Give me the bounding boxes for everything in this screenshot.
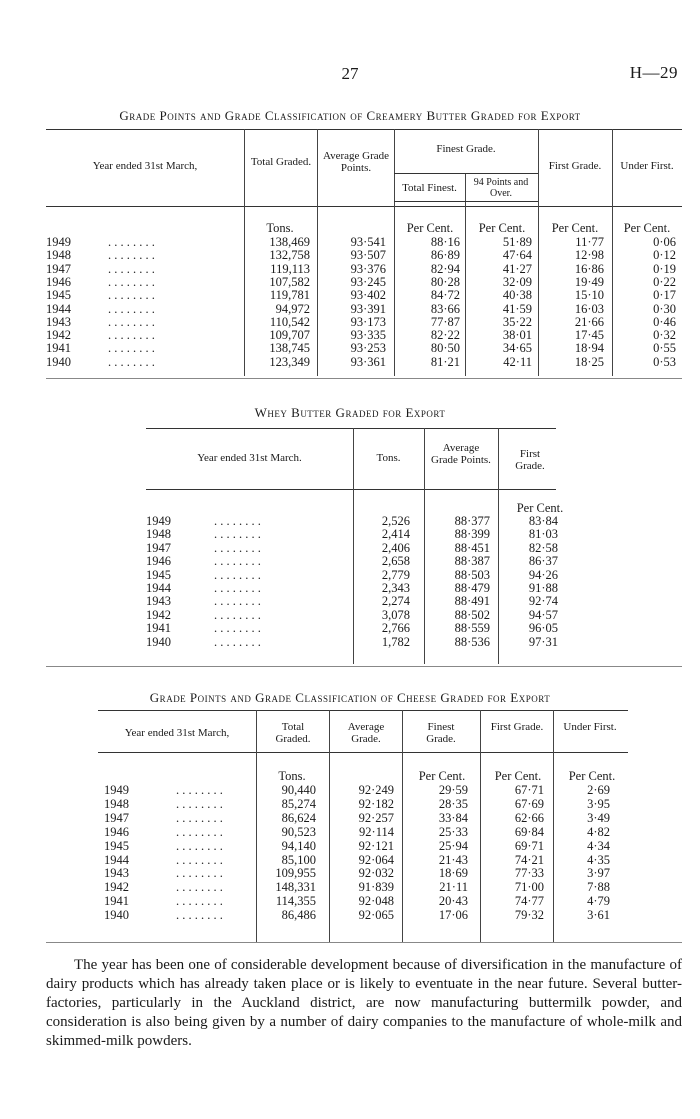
cell-under-first: 3·49: [587, 810, 610, 825]
cell-finest-grade: 33·84: [438, 810, 468, 825]
cell-average-grade: 92·249: [358, 783, 394, 797]
cell-94-points: 42·11: [503, 354, 532, 369]
cell-year: 1946: [46, 274, 71, 289]
cell-year: 1949: [146, 514, 171, 528]
cell-94-points: 38·01: [502, 328, 532, 343]
cell-average-grade-points: 93·361: [350, 354, 386, 369]
page-reference: H—29: [629, 63, 678, 82]
cell-first-grade: 15·10: [574, 288, 604, 303]
table-row: [0, 355, 700, 369]
leader-dots: . . . . . . . .: [214, 527, 261, 542]
table-row: [0, 341, 700, 355]
cell-total-graded: 119,781: [269, 288, 310, 303]
cell-year: 1948: [146, 527, 171, 542]
col-header-under-first: Under First.: [620, 160, 674, 172]
creamery-table-title: Grade Points and Grade Classification of Creamery Butter Graded for Export: [119, 108, 581, 123]
cell-first-grade: 74·21: [514, 852, 544, 867]
whey-table-title: Whey Butter Graded for Export: [254, 405, 446, 420]
leader-dots: . . . . . . . .: [108, 341, 155, 356]
table-row: [0, 853, 700, 867]
table-row: [0, 621, 700, 635]
cell-finest-grade: 21·11: [439, 880, 468, 895]
cell-year: 1948: [46, 248, 71, 263]
cell-under-first: 0·17: [653, 288, 676, 303]
units-row: Tons. Per Cent. Per Cent. Per Cent.: [278, 769, 616, 783]
cell-first-grade: 92·74: [528, 594, 558, 609]
cell-year: 1941: [46, 341, 71, 356]
page-number: 27: [341, 64, 359, 83]
col-header-average-grade-points: Average Grade Points.: [322, 150, 390, 174]
cell-year: 1944: [146, 581, 171, 595]
leader-dots: . . . . . . . .: [108, 314, 155, 329]
leader-dots: . . . . . . . .: [214, 567, 261, 582]
cell-total-graded: 132,758: [269, 248, 310, 263]
table-row: [0, 825, 700, 839]
table-row: [0, 594, 700, 608]
cell-total-finest: 80·50: [430, 341, 460, 356]
cell-under-first: 0·19: [653, 261, 676, 276]
leader-dots: . . . . . . . .: [176, 852, 223, 867]
cell-total-graded: 138,745: [269, 341, 310, 356]
cell-tons: 2,766: [381, 621, 410, 636]
cell-total-finest: 81·21: [430, 354, 460, 369]
cell-average-grade-points: 88·536: [454, 634, 490, 649]
cell-total-graded: 109,707: [269, 328, 310, 343]
cell-under-first: 0·30: [653, 301, 676, 316]
cell-first-grade: 81·03: [528, 527, 558, 542]
leader-dots: . . . . . . . .: [108, 354, 155, 369]
cell-under-first: 4·82: [587, 824, 610, 839]
cell-average-grade: 92·032: [358, 866, 394, 881]
table-row: [0, 635, 700, 649]
leader-dots: . . . . . . . .: [176, 810, 223, 825]
cell-total-graded: 119,113: [270, 261, 310, 276]
cell-first-grade: 94·57: [528, 607, 558, 622]
cell-first-grade: 19·49: [574, 274, 604, 289]
leader-dots: . . . . . . . .: [214, 540, 261, 555]
cell-first-grade: 94·26: [528, 567, 558, 582]
table-row: [0, 880, 700, 894]
leader-dots: . . . . . . . .: [176, 796, 223, 811]
table-row: [0, 811, 700, 825]
table-row: [0, 235, 700, 249]
cell-total-graded: 148,331: [275, 880, 316, 895]
col-header-total-finest: Total Finest.: [402, 182, 457, 194]
cell-average-grade-points: 93·541: [350, 235, 386, 249]
cell-first-grade: 69·71: [514, 838, 544, 853]
cell-year: 1947: [104, 810, 129, 825]
cell-tons: 1,782: [381, 634, 410, 649]
cell-finest-grade: 21·43: [438, 852, 468, 867]
leader-dots: . . . . . . . .: [214, 607, 261, 622]
cell-under-first: 0·53: [653, 354, 676, 369]
table-row: [0, 275, 700, 289]
cell-year: 1941: [146, 621, 171, 636]
cell-total-graded: 90,440: [281, 783, 316, 797]
cell-tons: 2,658: [381, 554, 410, 569]
cell-total-graded: 85,100: [281, 852, 316, 867]
cell-tons: 2,526: [381, 514, 410, 528]
cell-94-points: 40·38: [502, 288, 532, 303]
table-row: [0, 288, 700, 302]
cell-average-grade: 91·839: [358, 880, 394, 895]
col-header-first-grade: First Grade.: [515, 448, 545, 472]
cell-under-first: 0·55: [653, 341, 676, 356]
table-row: [0, 302, 700, 316]
cell-year: 1942: [104, 880, 129, 895]
table-row: [0, 554, 700, 568]
cell-under-first: 0·22: [653, 274, 676, 289]
cell-year: 1944: [46, 301, 71, 316]
col-header-average-grade-points: Average Grade Points.: [431, 442, 491, 466]
cell-average-grade-points: 88·479: [454, 581, 490, 595]
col-header-finest-grade: Finest Grade.: [426, 721, 456, 745]
cell-finest-grade: 25·33: [438, 824, 468, 839]
cell-finest-grade: 20·43: [438, 894, 468, 909]
cell-total-finest: 83·66: [430, 301, 460, 316]
cell-94-points: 51·89: [502, 235, 532, 249]
cell-under-first: 2·69: [587, 783, 610, 797]
table-row: [0, 328, 700, 342]
cell-average-grade: 92·114: [359, 824, 394, 839]
cell-first-grade: 21·66: [574, 314, 604, 329]
cell-average-grade: 92·064: [358, 852, 394, 867]
cell-first-grade: 11·77: [575, 235, 604, 249]
leader-dots: . . . . . . . .: [214, 554, 261, 569]
cell-first-grade: 18·25: [574, 354, 604, 369]
cell-average-grade-points: 88·559: [454, 621, 490, 636]
col-header-tons: Tons.: [376, 452, 401, 464]
cell-finest-grade: 17·06: [438, 908, 468, 923]
cell-finest-grade: 18·69: [438, 866, 468, 881]
cell-average-grade-points: 93·335: [350, 328, 386, 343]
cell-total-finest: 86·89: [430, 248, 460, 263]
cell-first-grade: 18·94: [574, 341, 604, 356]
cell-first-grade: 16·86: [574, 261, 604, 276]
cell-average-grade-points: 93·173: [350, 314, 386, 329]
cell-first-grade: 69·84: [514, 824, 544, 839]
cell-first-grade: 83·84: [528, 514, 558, 528]
cell-year: 1941: [104, 894, 129, 909]
cell-tons: 3,078: [381, 607, 410, 622]
cell-total-finest: 84·72: [430, 288, 460, 303]
cell-average-grade-points: 88·377: [454, 514, 490, 528]
cell-year: 1945: [104, 838, 129, 853]
leader-dots: . . . . . . . .: [108, 235, 155, 249]
cell-under-first: 3·97: [587, 866, 610, 881]
cell-total-graded: 85,274: [281, 796, 316, 811]
cell-under-first: 4·35: [587, 852, 610, 867]
cell-first-grade: 67·69: [514, 796, 544, 811]
cell-first-grade: 91·88: [528, 581, 558, 595]
col-header-total-graded: Total Graded.: [275, 721, 311, 745]
cell-total-graded: 90,523: [281, 824, 316, 839]
cell-total-graded: 86,486: [281, 908, 316, 923]
cell-average-grade-points: 88·491: [454, 594, 490, 609]
col-header-total-graded: Total Graded.: [250, 156, 312, 168]
col-header-first-grade: First Grade.: [548, 160, 602, 172]
cell-total-graded: 107,582: [269, 274, 310, 289]
cell-first-grade: 96·05: [528, 621, 558, 636]
cell-average-grade-points: 88·503: [454, 567, 490, 582]
cell-first-grade: 97·31: [528, 634, 558, 649]
cell-first-grade: 67·71: [514, 783, 544, 797]
cell-average-grade: 92·048: [358, 894, 394, 909]
cell-year: 1940: [146, 634, 171, 649]
leader-dots: . . . . . . . .: [214, 594, 261, 609]
cell-finest-grade: 29·59: [438, 783, 468, 797]
cell-first-grade: 82·58: [528, 540, 558, 555]
col-header-under-first: Under First.: [563, 721, 617, 733]
cell-under-first: 0·06: [653, 235, 676, 249]
table-row: [0, 262, 700, 276]
col-header-year: Year ended 31st March.: [197, 452, 302, 464]
cell-average-grade: 92·257: [358, 810, 394, 825]
cell-average-grade: 92·182: [358, 796, 394, 811]
cell-tons: 2,779: [381, 567, 410, 582]
table-row: [0, 783, 700, 797]
cell-94-points: 41·27: [502, 261, 532, 276]
cell-under-first: 3·95: [587, 796, 610, 811]
cell-first-grade: 16·03: [574, 301, 604, 316]
cell-year: 1942: [46, 328, 71, 343]
cell-average-grade: 92·121: [358, 838, 394, 853]
cell-year: 1946: [104, 824, 129, 839]
cell-tons: 2,406: [381, 540, 410, 555]
cell-average-grade-points: 88·387: [454, 554, 490, 569]
cell-average-grade-points: 93·376: [350, 261, 386, 276]
cell-first-grade: 71·00: [514, 880, 544, 895]
cell-under-first: 0·32: [653, 328, 676, 343]
table-row: [0, 581, 700, 595]
cell-total-finest: 88·16: [430, 235, 460, 249]
cell-94-points: 47·64: [502, 248, 532, 263]
cell-94-points: 32·09: [502, 274, 532, 289]
col-header-average-grade: Average Grade.: [347, 721, 385, 745]
table-row: [0, 315, 700, 329]
table-row: [0, 908, 700, 922]
cell-average-grade-points: 88·451: [454, 540, 490, 555]
leader-dots: . . . . . . . .: [214, 621, 261, 636]
cell-average-grade-points: 88·502: [454, 607, 490, 622]
leader-dots: . . . . . . . .: [214, 581, 261, 595]
cell-first-grade: 79·32: [514, 908, 544, 923]
cell-average-grade-points: 88·399: [454, 527, 490, 542]
cell-total-graded: 114,355: [275, 894, 316, 909]
cell-94-points: 41·59: [502, 301, 532, 316]
leader-dots: . . . . . . . .: [176, 880, 223, 895]
cell-year: 1945: [146, 567, 171, 582]
leader-dots: . . . . . . . .: [108, 248, 155, 263]
cell-average-grade-points: 93·253: [350, 341, 386, 356]
cell-year: 1947: [146, 540, 171, 555]
cell-under-first: 4·79: [587, 894, 610, 909]
cell-total-graded: 94,972: [275, 301, 310, 316]
table-row: [0, 866, 700, 880]
cell-tons: 2,343: [381, 581, 410, 595]
leader-dots: . . . . . . . .: [176, 894, 223, 909]
leader-dots: . . . . . . . .: [176, 866, 223, 881]
cell-tons: 2,414: [381, 527, 410, 542]
leader-dots: . . . . . . . .: [176, 838, 223, 853]
cell-under-first: 0·12: [653, 248, 676, 263]
table-row: [0, 608, 700, 622]
leader-dots: . . . . . . . .: [214, 514, 261, 528]
cell-total-finest: 82·22: [430, 328, 460, 343]
cell-94-points: 34·65: [502, 341, 532, 356]
cell-year: 1943: [104, 866, 129, 881]
cell-finest-grade: 28·35: [438, 796, 468, 811]
cell-first-grade: 74·77: [514, 894, 544, 909]
cell-first-grade: 17·45: [574, 328, 604, 343]
table-row: [0, 541, 700, 555]
cell-average-grade-points: 93·507: [350, 248, 386, 263]
cell-94-points: 35·22: [502, 314, 532, 329]
cell-year: 1943: [46, 314, 71, 329]
leader-dots: . . . . . . . .: [108, 328, 155, 343]
cell-first-grade: 77·33: [514, 866, 544, 881]
cell-year: 1943: [146, 594, 171, 609]
cell-year: 1942: [146, 607, 171, 622]
cell-tons: 2,274: [381, 594, 410, 609]
cell-year: 1948: [104, 796, 129, 811]
body-paragraph: The year has been one of considerable development because of diversification in the manufacture of dairy products which has already taken place or is likely to eventuate in the near future. Several butter-factories, particularly in the Auckland district, are now manufacturing buttermilk powder, and consideration is also being given by a number of dairy companies to the manufacture of whole-milk and skimmed-milk powders.: [46, 957, 682, 1049]
table-row: [0, 514, 700, 528]
cell-first-grade: 12·98: [574, 248, 604, 263]
leader-dots: . . . . . . . .: [176, 824, 223, 839]
cell-year: 1945: [46, 288, 71, 303]
table-row: [0, 568, 700, 582]
col-header-finest-grade: Finest Grade.: [436, 143, 496, 155]
cell-total-finest: 77·87: [430, 314, 460, 329]
leader-dots: . . . . . . . .: [214, 634, 261, 649]
col-header-year: Year ended 31st March,: [124, 727, 230, 739]
cell-year: 1949: [104, 783, 129, 797]
cell-under-first: 3·61: [587, 908, 610, 923]
cell-first-grade: 86·37: [528, 554, 558, 569]
leader-dots: . . . . . . . .: [176, 908, 223, 923]
cell-total-graded: 123,349: [269, 354, 310, 369]
cell-average-grade: 92·065: [358, 908, 394, 923]
leader-dots: . . . . . . . .: [108, 274, 155, 289]
cell-total-finest: 80·28: [430, 274, 460, 289]
col-header-94-points: 94 Points and Over.: [473, 177, 529, 199]
cell-year: 1946: [146, 554, 171, 569]
units-row: Per Cent.: [516, 501, 564, 515]
cell-under-first: 7·88: [587, 880, 610, 895]
cell-year: 1947: [46, 261, 71, 276]
cell-year: 1949: [46, 235, 71, 249]
cell-total-graded: 86,624: [281, 810, 316, 825]
table-row: [0, 894, 700, 908]
cell-first-grade: 62·66: [514, 810, 544, 825]
leader-dots: . . . . . . . .: [108, 288, 155, 303]
table-row: [0, 248, 700, 262]
cell-average-grade-points: 93·391: [350, 301, 386, 316]
table-row: [0, 797, 700, 811]
units-row: Tons. Per Cent. Per Cent. Per Cent. Per Cent.: [266, 221, 671, 235]
leader-dots: . . . . . . . .: [176, 783, 223, 797]
cell-finest-grade: 25·94: [438, 838, 468, 853]
cell-total-graded: 109,955: [275, 866, 316, 881]
cell-average-grade-points: 93·245: [350, 274, 386, 289]
col-header-first-grade: First Grade.: [490, 721, 544, 733]
cell-total-graded: 94,140: [281, 838, 316, 853]
cell-under-first: 4·34: [587, 838, 610, 853]
leader-dots: . . . . . . . .: [108, 301, 155, 316]
cheese-table-title: Grade Points and Grade Classification of Cheese Graded for Export: [149, 690, 551, 705]
cell-average-grade-points: 93·402: [350, 288, 386, 303]
cell-total-finest: 82·94: [430, 261, 460, 276]
table-row: [0, 527, 700, 541]
cell-total-graded: 110,542: [269, 314, 310, 329]
cell-year: 1940: [104, 908, 129, 923]
cell-year: 1940: [46, 354, 71, 369]
col-header-year: Year ended 31st March,: [92, 160, 198, 172]
cell-total-graded: 138,469: [269, 235, 310, 249]
table-row: [0, 839, 700, 853]
cell-under-first: 0·46: [653, 314, 676, 329]
cell-year: 1944: [104, 852, 129, 867]
leader-dots: . . . . . . . .: [108, 261, 155, 276]
